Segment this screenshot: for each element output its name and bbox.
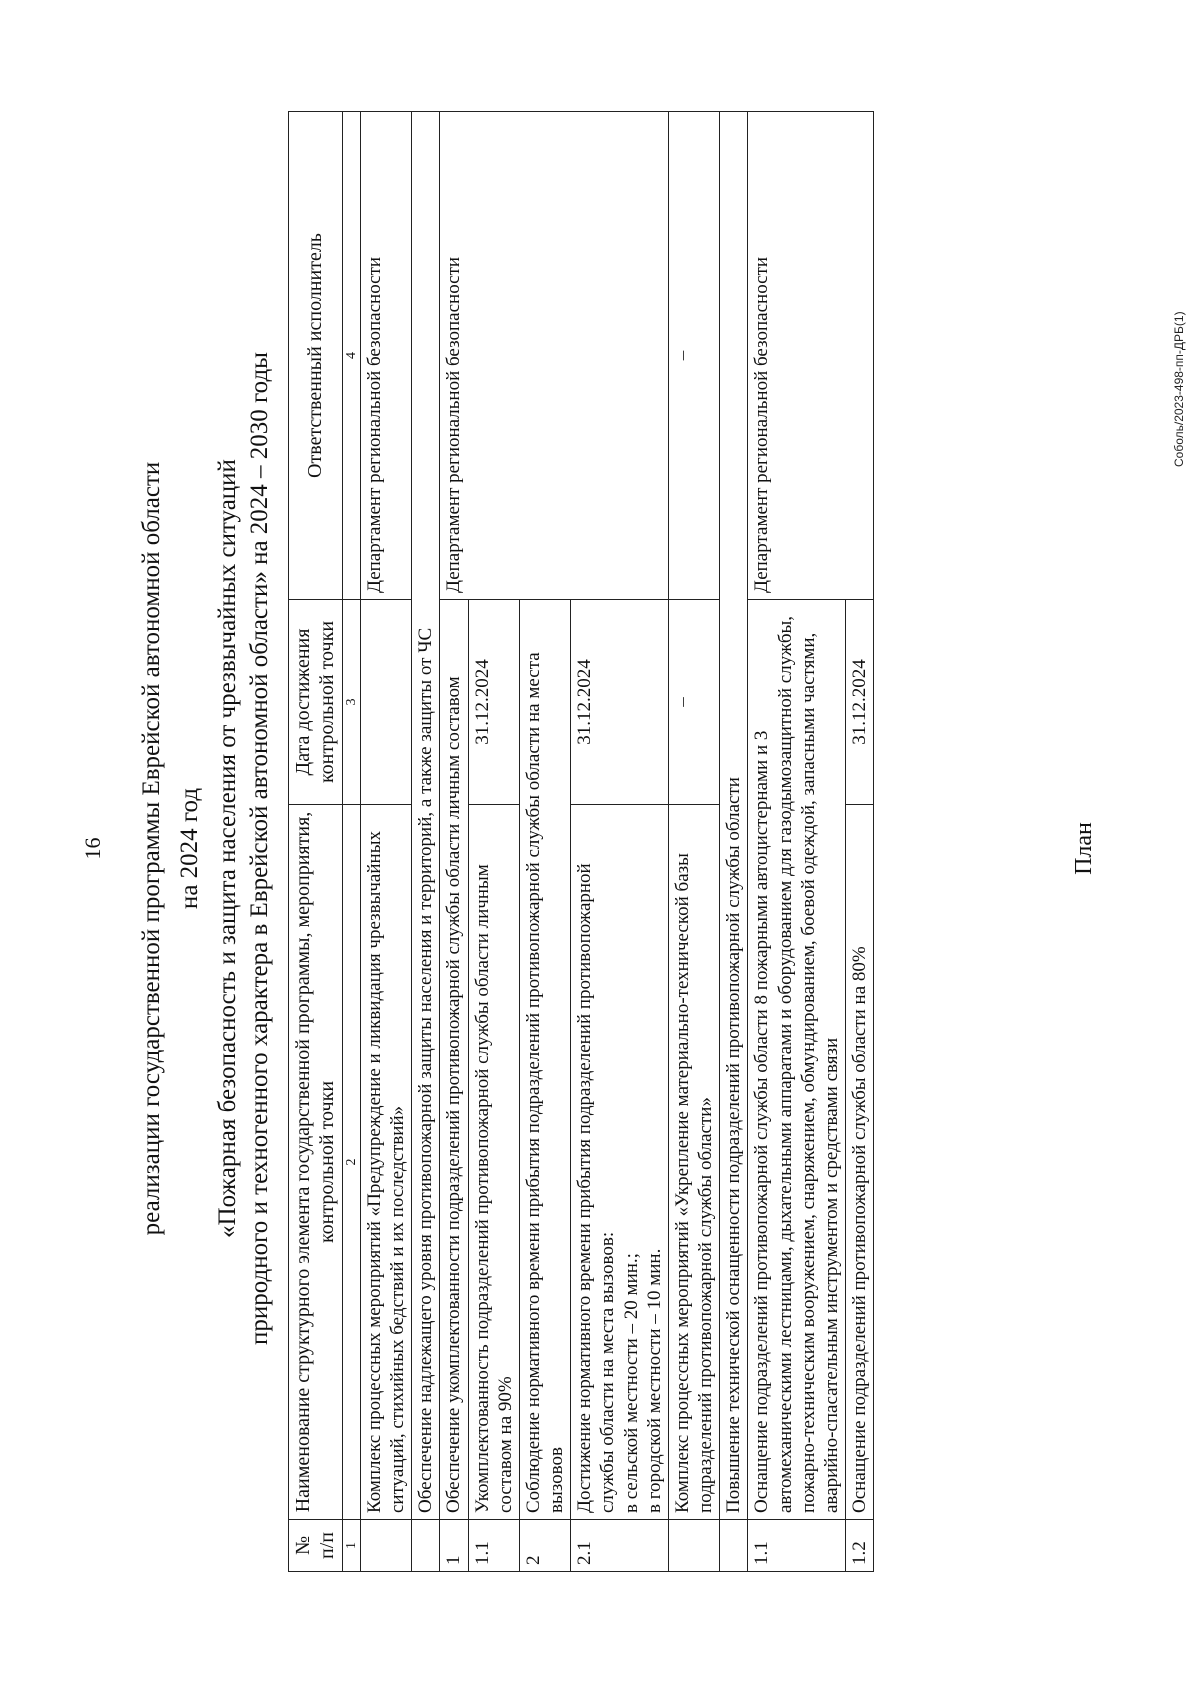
header-date: Дата достижения контрольной точки [289, 600, 343, 805]
header-responsible: Ответственный исполнитель [289, 112, 343, 600]
row-date: 31.12.2024 [571, 600, 669, 805]
row-num [668, 1520, 719, 1572]
title-line-3: «Пожарная безопасность и защита населения от чрезвычайных ситуаций [214, 459, 241, 1238]
header-num: № п/п [289, 1520, 343, 1572]
col-number: 3 [342, 600, 360, 805]
col-number: 2 [342, 805, 360, 1520]
row-name-line: в городской местности – 10 мин. [643, 1248, 665, 1513]
row-num: 1.1 [748, 1520, 846, 1572]
row-date: – [668, 600, 719, 805]
table-row [720, 112, 748, 1572]
page-number: 16 [80, 837, 105, 860]
row-date [360, 600, 411, 805]
title-line-4: природного и техногенного характера в Еврейской автономной области» на 2024 – 2030 годы [246, 352, 273, 1345]
table-header-row [289, 112, 343, 1572]
row-name: Оснащение подразделений противопожарной службы области на 80% [846, 805, 874, 1520]
row-date: 31.12.2024 [846, 600, 874, 805]
table-row [440, 112, 468, 1572]
row-num: 1 [440, 1520, 468, 1572]
row-responsible: Департамент региональной безопасности [360, 112, 411, 600]
row-name-line: Достижение нормативного времени прибытия подразделений противопожарной службы области на места вызовов: [574, 863, 619, 1513]
row-name: Соблюдение нормативного времени прибытия подразделений противопожарной службы области на места вызовов [519, 600, 570, 1520]
row-responsible: – [668, 112, 719, 600]
row-name: Повышение технической оснащенности подразделений противопожарной службы области [720, 112, 748, 1520]
row-responsible: Департамент региональной безопасности [748, 112, 874, 600]
row-name: Оснащение подразделений противопожарной службы области 8 пожарными автоцистернами и 3 автомеханическими лестницами, дыхательными аппаратами и оборудованием для газодымозащитной службы, пожарно-техническим вооружением, снаряжением, обмундированием, боевой одеждой, запасными частями, аварийно-спасательным инструментом и средствами связи [748, 600, 846, 1520]
row-date: 31.12.2024 [468, 600, 519, 805]
row-name-line: в сельской местности – 20 мин.; [620, 1253, 642, 1513]
title-line-2: на 2024 год [176, 787, 203, 910]
row-name: Укомплектованность подразделений противопожарной службы области личным составом на 90% [468, 805, 519, 1520]
control-points-table [288, 111, 874, 1572]
table-row [360, 112, 411, 1572]
table-row [668, 112, 719, 1572]
row-name: Комплекс процессных мероприятий «Предупреждение и ликвидация чрезвычайных ситуаций, стихийных бедствий и их последствий» [360, 805, 411, 1520]
row-num [720, 1520, 748, 1572]
row-responsible: Департамент региональной безопасности [440, 112, 669, 600]
row-num: 2 [519, 1520, 570, 1572]
title-line-1: реализации государственной программы Еврейской автономной области [138, 461, 165, 1236]
row-num [412, 1520, 440, 1572]
plan-label: План [1071, 822, 1097, 875]
row-num [360, 1520, 411, 1572]
row-num: 1.1 [468, 1520, 519, 1572]
row-name: Обеспечение надлежащего уровня противопожарной защиты населения и территорий, а также защиты от ЧС [412, 112, 440, 1520]
table-row [748, 112, 846, 1572]
row-num: 1.2 [846, 1520, 874, 1572]
col-number: 1 [342, 1520, 360, 1572]
row-name: Обеспечение укомплектованности подразделений противопожарной службы области личным составом [440, 600, 468, 1520]
row-name-multiline [571, 805, 669, 1520]
row-name: Комплекс процессных мероприятий «Укрепление материально-технической базы подразделений противопожарной службы области» [668, 805, 719, 1520]
row-num: 2.1 [571, 1520, 669, 1572]
col-number: 4 [342, 112, 360, 600]
document-code: Соболь/2023-498-пп-ДРБ(1) [1172, 311, 1186, 467]
column-number-row [342, 112, 360, 1572]
table-row [412, 112, 440, 1572]
header-name: Наименование структурного элемента государственной программы, мероприятия, контрольной точки [289, 805, 343, 1520]
